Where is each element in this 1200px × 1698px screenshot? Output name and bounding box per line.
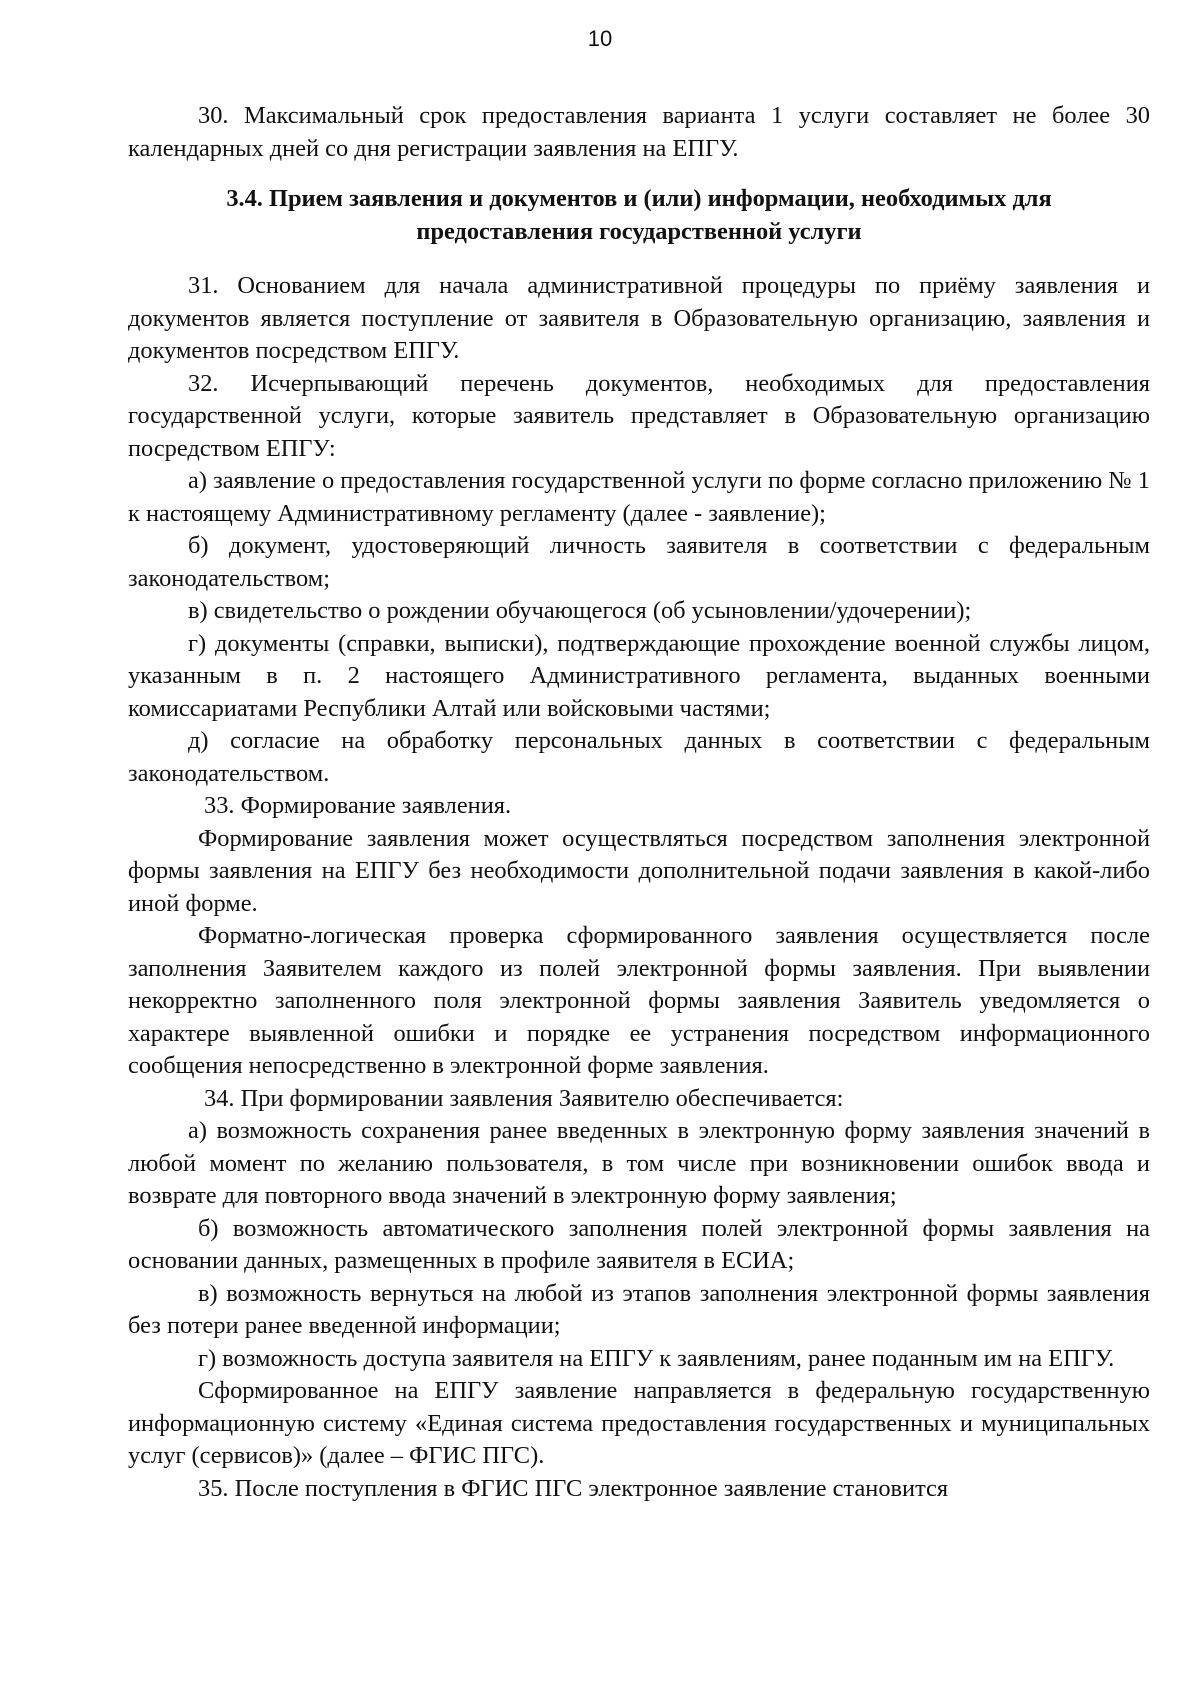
paragraph-34-a: а) возможность сохранения ранее введенных в электронную форму заявления значений в любой момент по желанию пользователя, в том числе при возникновении ошибок ввода и возврате для повторного ввода значений в электронную форму заявления; [128, 1117, 1150, 1209]
paragraph-34-g: г) возможность доступа заявителя на ЕПГУ к заявлениям, ранее поданным им на ЕПГУ. [198, 1344, 1115, 1372]
paragraph-32-v: в) свидетельство о рождении обучающегося (об усыновлении/удочерении); [188, 597, 972, 624]
paragraph-34-b: б) возможность автоматического заполнения полей электронной формы заявления на основании данных, размещенных в профиле заявителя в ЕСИА; [128, 1214, 1150, 1274]
page-number: 10 [587, 26, 613, 51]
paragraph-32-g: г) документы (справки, выписки), подтверждающие прохождение военной службы лицом, указанным в п. 2 настоящего Административного регламента, выданных военными комиссариатами Республики Алтай или войсковыми частями; [128, 629, 1150, 722]
paragraph-31: 31. Основанием для начала административной процедуры по приёму заявления и документов является поступление от заявителя в Образовательную организацию, заявления и документов посредством ЕПГУ. [128, 272, 1150, 364]
paragraph-35: 35. После поступления в ФГИС ПГС электронное заявление становится [198, 1474, 949, 1502]
paragraph-30: 30. Максимальный срок предоставления варианта 1 услуги составляет не более 30 календарных дней со дня регистрации заявления на ЕПГУ. [128, 102, 1150, 162]
paragraph-34: 34. При формировании заявления Заявителю обеспечивается: [204, 1084, 844, 1112]
paragraph-33-text-2: Форматно-логическая проверка сформированного заявления осуществляется после заполнения Заявителем каждого из полей электронной формы заявления. При выявлении некорректно заполненного поля электронной формы заявления Заявитель уведомляется о характере выявленной ошибки и порядке ее устранения посредством информационного сообщения непосредственно в электронной форме заявления. [128, 922, 1150, 1079]
paragraph-32: 32. Исчерпывающий перечень документов, необходимых для предоставления государственной услуги, которые заявитель представляет в Образовательную организацию посредством ЕПГУ: [128, 369, 1150, 462]
paragraph-32-b: б) документ, удостоверяющий личность заявителя в соответствии с федеральным законодательством; [128, 532, 1150, 592]
paragraph-34-text: Сформированное на ЕПГУ заявление направляется в федеральную государственную информационную систему «Единая система предоставления государственных и муниципальных услуг (сервисов)» (далее – ФГИС ПГС). [128, 1377, 1150, 1469]
paragraph-34-v: в) возможность вернуться на любой из этапов заполнения электронной формы заявления без потери ранее введенной информации; [128, 1279, 1150, 1339]
section-heading: 3.4. Прием заявления и документов и (или) информации, необходимых для предоставления государственной услуги [226, 185, 1052, 245]
paragraph-32-d: д) согласие на обработку персональных данных в соответствии с федеральным законодательством. [128, 727, 1150, 787]
paragraph-33-text-1: Формирование заявления может осуществляться посредством заполнения электронной формы заявления на ЕПГУ без необходимости дополнительной подачи заявления в какой-либо иной форме. [128, 824, 1150, 917]
paragraph-32-a: а) заявление о предоставления государственной услуги по форме согласно приложению № 1 к настоящему Административному регламенту (далее - заявление); [128, 467, 1150, 527]
paragraph-33: 33. Формирование заявления. [204, 792, 512, 819]
document-body [128, 100, 1150, 1505]
